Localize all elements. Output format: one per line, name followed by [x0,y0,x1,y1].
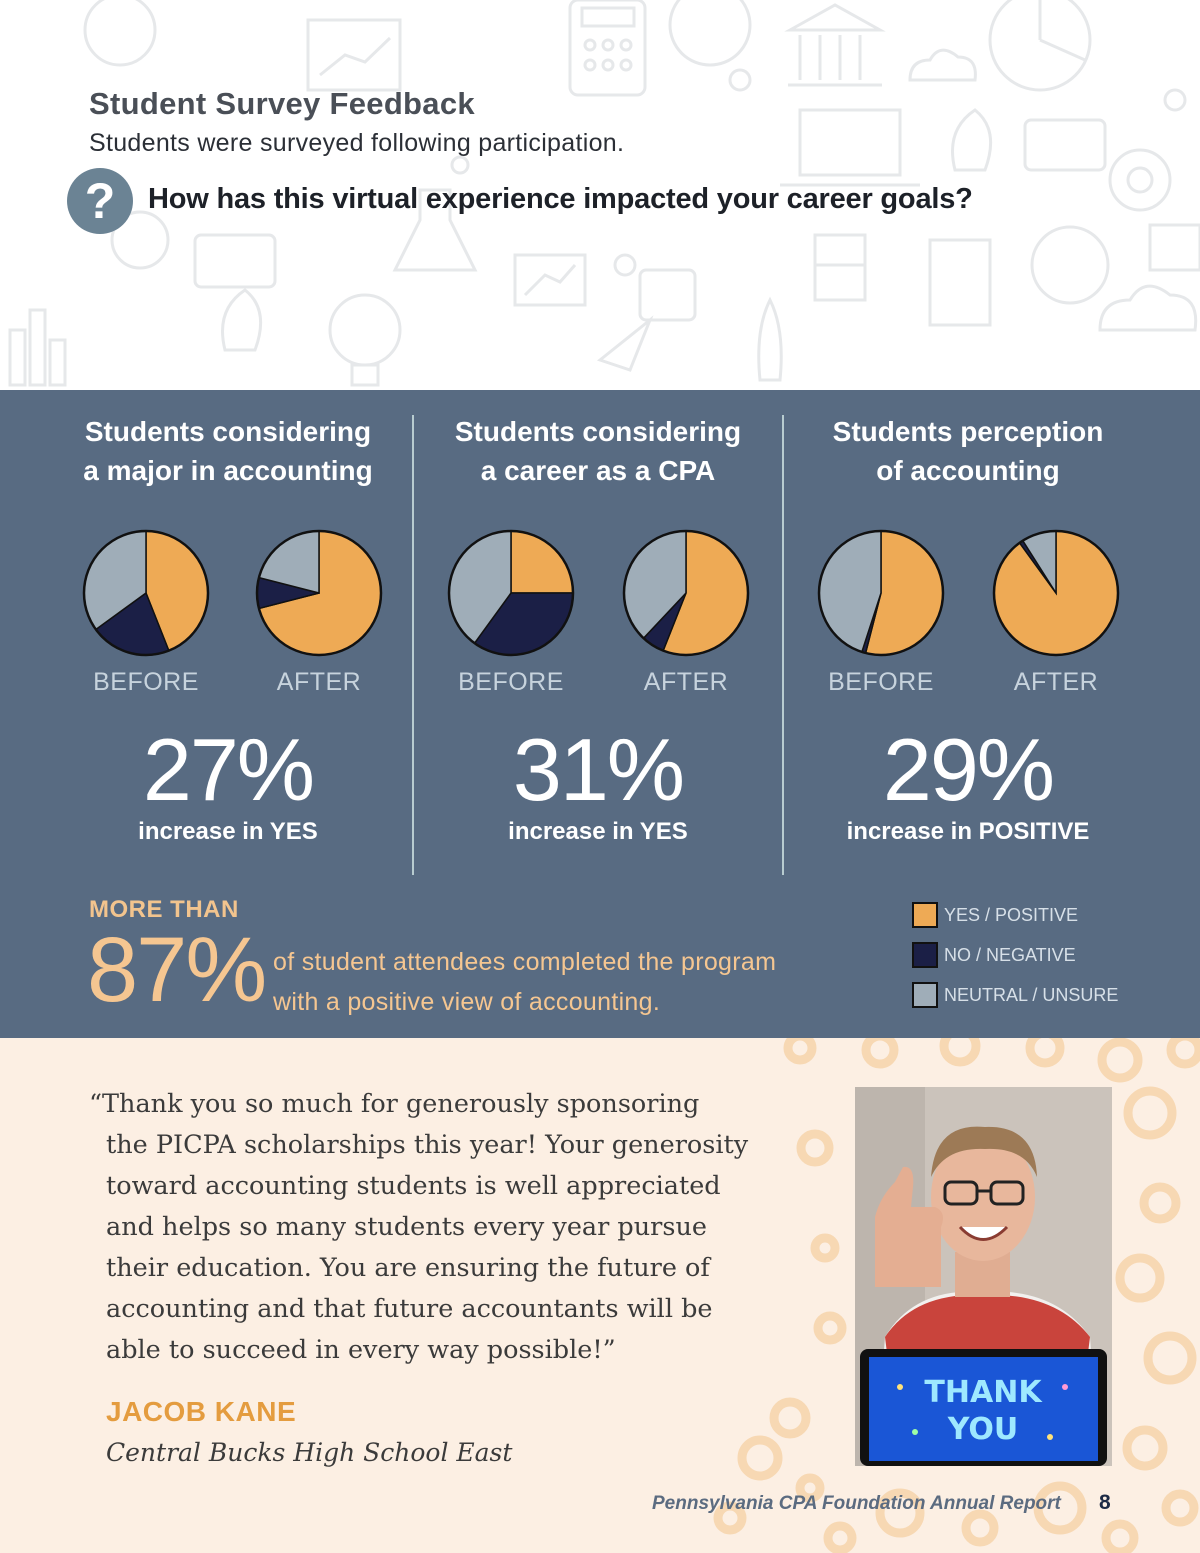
testimonial-section [0,1038,1200,1553]
highlight-percent: 87% [87,919,266,1021]
header-section [0,0,1200,390]
stat-title [43,412,413,490]
testimonial-school: Central Bucks High School East [106,1438,513,1467]
before-label: BEFORE [93,668,199,696]
highlight-description [273,942,776,1022]
legend-label: NO / NEGATIVE [944,945,1076,965]
increase-caption: increase in POSITIVE [846,818,1090,845]
quote-line: their education. You are ensuring the future of [106,1253,710,1283]
increase-caption: increase in YES [138,818,318,845]
highlight-line: with a positive view of accounting. [273,988,661,1016]
pie-chart-before [816,528,946,658]
stat-column-major [43,390,413,890]
pie-chart-after [254,528,384,658]
testimonial-quote [89,1084,748,1371]
pie-chart-after [991,528,1121,658]
stat-title-line: Students perception [832,416,1104,447]
quote-line: toward accounting students is well appreciated [106,1171,721,1201]
stats-band [0,390,1200,1038]
photo-sign-text: YOU [947,1412,1019,1447]
section-subtitle: Students were surveyed following participation. [89,129,625,157]
more-than-label: MORE THAN [89,896,239,923]
survey-question: How has this virtual experience impacted your career goals? [148,183,973,215]
photo-sign-text: THANK [924,1375,1042,1410]
stat-title-line: Students considering [454,416,742,447]
stat-title [413,412,783,490]
after-label: AFTER [276,668,362,696]
legend-swatch [912,902,938,928]
after-label: AFTER [1013,668,1099,696]
highlight-line: of student attendees completed the program [273,948,777,976]
before-label: BEFORE [458,668,564,696]
quote-line: accounting and that future accountants will be [106,1294,713,1324]
legend-swatch [912,982,938,1008]
student-photo [855,1087,1112,1466]
legend-label: NEUTRAL / UNSURE [944,985,1119,1005]
stat-title-line: a career as a CPA [480,455,716,486]
pie-chart-before [446,528,576,658]
increase-percent: 27% [142,720,314,819]
stat-title-line: a major in accounting [83,455,373,486]
quote-line: the PICPA scholarships this year! Your generosity [106,1130,749,1160]
quote-line: able to succeed in every way possible!” [106,1335,616,1365]
section-title: Student Survey Feedback [89,86,475,121]
stat-title [783,412,1153,490]
increase-percent: 29% [882,720,1054,819]
stat-title-line: of accounting [876,455,1060,486]
stat-title-line: Students considering [84,416,372,447]
pie-chart-after [621,528,751,658]
quote-line: and helps so many students every year pursue [106,1212,707,1242]
stat-column-cpa [413,390,783,890]
page-number: 8 [1099,1491,1111,1514]
increase-caption: increase in YES [508,818,688,845]
legend-label: YES / POSITIVE [944,905,1079,925]
after-label: AFTER [643,668,729,696]
increase-percent: 31% [512,720,684,819]
legend-swatch [912,942,938,968]
before-label: BEFORE [828,668,934,696]
testimonial-author: JACOB KANE [106,1396,297,1427]
stat-column-perception [783,390,1153,890]
report-name: Pennsylvania CPA Foundation Annual Report [652,1493,1061,1514]
question-mark-icon: ? [67,168,133,234]
pie-chart-before [81,528,211,658]
quote-line: “Thank you so much for generously sponsoring [89,1089,700,1119]
